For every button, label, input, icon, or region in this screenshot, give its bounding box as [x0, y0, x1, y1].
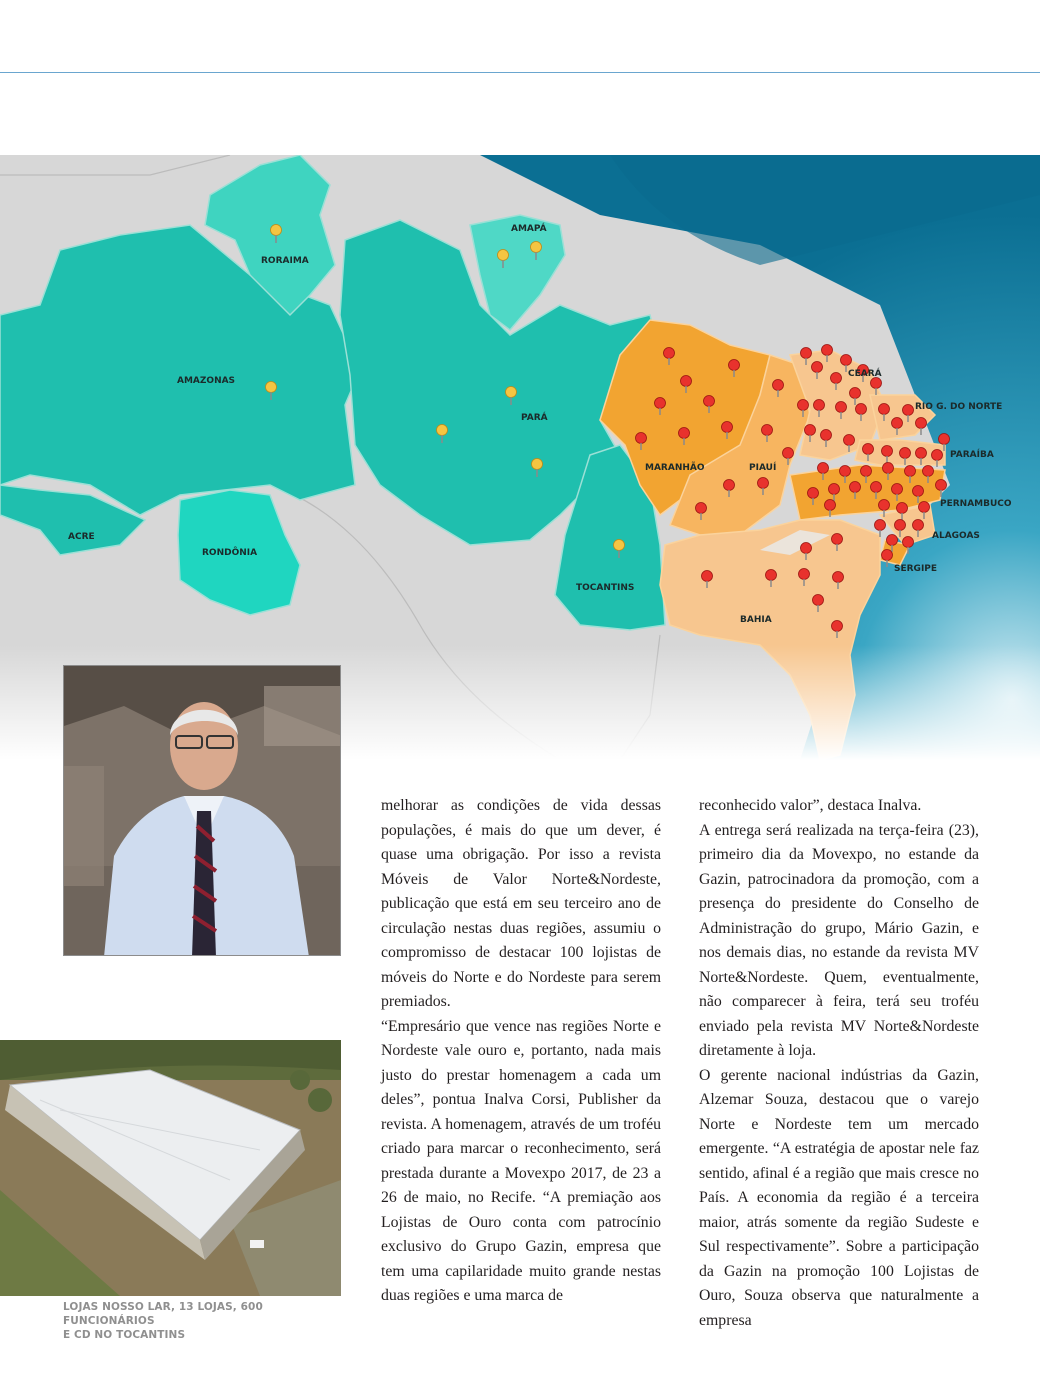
- photo-caption: [63, 1300, 353, 1342]
- paragraph: reconhecido valor”, destaca Inalva.: [699, 797, 922, 814]
- article-column-1: [381, 794, 661, 1309]
- caption-line-1: LOJAS NOSSO LAR, 13 LOJAS, 600 FUNCIONÁRIOS: [63, 1301, 263, 1327]
- label-acre: ACRE: [68, 532, 95, 542]
- warehouse-aerial-icon: [0, 1040, 341, 1296]
- label-amazonas: AMAZONAS: [177, 376, 236, 386]
- paragraph: “Empresário que vence nas regiões Norte e Nordeste vale ouro e, portanto, nada mais justo do prestar homenagem a cada um deles”, pontua Inalva Corsi, Publisher da revista. A homenagem, através de um troféu criado para marcar o reconhecimento, será prestada durante a Movexpo 2017, de 23 a 26 de maio, no Recife. “A premiação aos Lojistas de Ouro conta com patrocínio exclusivo do Grupo Gazin, empresa que tem uma capilaridade muito grande nestas duas regiões e uma marca de: [381, 1017, 661, 1304]
- label-pernambuco: PERNAMBUCO: [940, 499, 1012, 509]
- label-ceara: CEARÁ: [848, 369, 882, 379]
- paragraph: A entrega será realizada na terça-feira (23), primeiro dia da Movexpo, no estande da Gazin, patrocinadora da promoção, com a presença do presidente do Conselho de Administração do grupo, Mário Gazin, e nos demais dias, no estande da revista MV Norte&Nordeste. Quem, eventualmente, não comparecer à feira, terá seu troféu enviado pela revista MV Norte&Nordeste diretamente à loja.: [699, 821, 979, 1059]
- article-column-2: [699, 794, 979, 1333]
- label-alagoas: ALAGOAS: [932, 531, 980, 541]
- paragraph: melhorar as condições de vida dessas populações, é mais do que um dever, é quase uma obrigação. Por isso a revista Móveis de Valor Norte&Nordeste, publicação que está em seu terceiro ano de circulação nestas duas regiões, assumiu o compromisso de destacar 100 lojistas de móveis do Norte e do Nordeste para serem premiados.: [381, 797, 661, 1010]
- label-roraima: RORAIMA: [261, 256, 309, 266]
- label-tocantins: TOCANTINS: [576, 583, 635, 593]
- label-bahia: BAHIA: [740, 615, 772, 625]
- label-rondonia: RONDÔNIA: [202, 548, 258, 558]
- label-rn: RIO G. DO NORTE: [915, 402, 1003, 412]
- aerial-photo: [0, 1040, 341, 1296]
- man-in-suit-icon: [64, 666, 341, 956]
- label-sergipe: SERGIPE: [894, 564, 938, 574]
- label-piaui: PIAUÍ: [749, 463, 777, 473]
- paragraph: O gerente nacional indústrias da Gazin, Alzemar Souza, destacou que o varejo Norte e Nordeste tem um mercado emergente. “A estratégia de apostar nele faz sentido, afinal é a região que mais cresce no País. A economia da região é a terceira maior, atrás somente da região Sudeste e Sul respectivamente”. Sobre a participação da Gazin na promoção 100 Lojistas de Ouro, Souza observa que naturalmente a empresa: [699, 1066, 979, 1329]
- label-para: PARÁ: [521, 413, 548, 423]
- label-paraiba: PARAÍBA: [950, 450, 994, 460]
- label-amapa: AMAPÁ: [511, 224, 547, 234]
- header-rule: [0, 72, 1040, 73]
- label-maranhao: MARANHÃO: [645, 463, 705, 473]
- portrait-photo: [63, 665, 341, 956]
- caption-line-2: E CD NO TOCANTINS: [63, 1329, 186, 1341]
